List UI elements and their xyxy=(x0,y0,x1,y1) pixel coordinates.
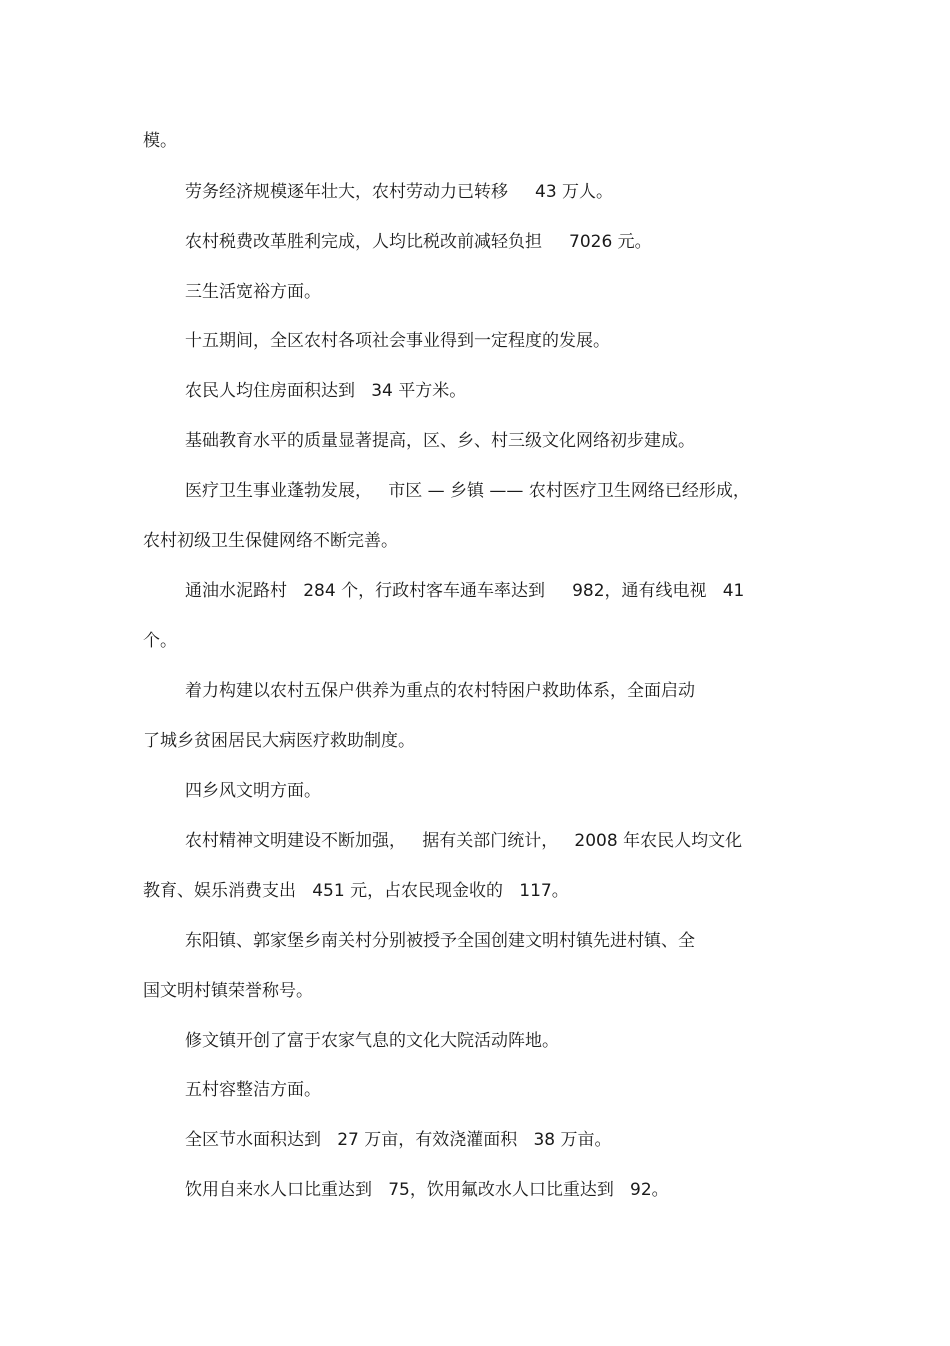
text-line: 农村初级卫生保健网络不断完善。 xyxy=(143,531,398,551)
text-line: 修文镇开创了富于农家气息的文化大院活动阵地。 xyxy=(185,1031,559,1051)
text-line: 通油水泥路村 284 个，行政村客车通车率达到 982，通有线电视 41 xyxy=(185,581,745,601)
text-line: 农村税费改革胜利完成，人均比税改前减轻负担 7026 元。 xyxy=(185,232,652,252)
text-line: 五村容整洁方面。 xyxy=(185,1080,321,1100)
text-line: 国文明村镇荣誉称号。 xyxy=(143,981,313,1001)
text-line: 劳务经济规模逐年壮大，农村劳动力已转移 43 万人。 xyxy=(185,182,614,202)
text-line: 着力构建以农村五保户供养为重点的农村特困户救助体系，全面启动 xyxy=(185,681,695,701)
text-line: 东阳镇、郭家堡乡南关村分别被授予全国创建文明村镇先进村镇、全 xyxy=(185,931,695,951)
text-line: 个。 xyxy=(143,631,177,651)
text-line: 全区节水面积达到 27 万亩，有效浇灌面积 38 万亩。 xyxy=(185,1130,612,1150)
text-line: 四乡风文明方面。 xyxy=(185,781,321,801)
text-line: 模。 xyxy=(143,131,177,151)
text-line: 教育、娱乐消费支出 451 元，占农民现金收的 117。 xyxy=(143,881,569,901)
text-line: 医疗卫生事业蓬勃发展， 市区 — 乡镇 —— 农村医疗卫生网络已经形成， xyxy=(185,481,750,501)
text-line: 饮用自来水人口比重达到 75，饮用氟改水人口比重达到 92。 xyxy=(185,1180,669,1200)
text-line: 三生活宽裕方面。 xyxy=(185,282,321,302)
text-line: 农村精神文明建设不断加强， 据有关部门统计， 2008 年农民人均文化 xyxy=(185,831,743,851)
text-line: 基础教育水平的质量显著提高，区、乡、村三级文化网络初步建成。 xyxy=(185,431,695,451)
text-line: 农民人均住房面积达到 34 平方米。 xyxy=(185,381,467,401)
text-line: 了城乡贫困居民大病医疗救助制度。 xyxy=(143,731,415,751)
text-line: 十五期间，全区农村各项社会事业得到一定程度的发展。 xyxy=(185,331,610,351)
